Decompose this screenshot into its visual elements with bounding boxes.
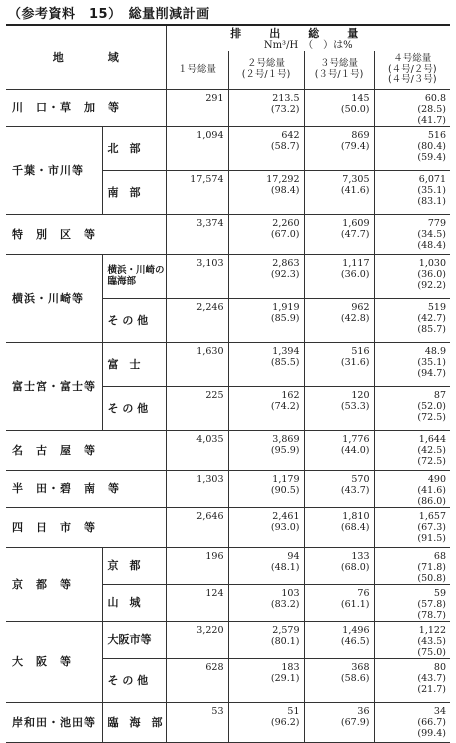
table-row [6, 254, 450, 298]
value-cell-v2 [228, 386, 304, 430]
value-line: (85.9) [270, 312, 300, 324]
table-row [6, 126, 450, 170]
value-line: (94.7) [417, 367, 446, 379]
value-line: (96.2) [270, 716, 300, 728]
value-cell-v4 [374, 170, 450, 214]
reduction-plan-table [6, 24, 450, 743]
sub-area-name: そ の 他 [102, 298, 166, 342]
value-line: 1,094 [196, 129, 224, 141]
value-line: (53.3) [340, 400, 370, 412]
value-line: (83.1) [417, 195, 446, 207]
value-cell-v3 [304, 658, 374, 702]
value-line: 124 [205, 587, 224, 599]
sub-area-name: そ の 他 [102, 386, 166, 430]
value-cell-v4 [374, 430, 450, 470]
value-line: 3,374 [196, 217, 224, 229]
value-line: (29.1) [270, 672, 300, 684]
value-line: 145 [351, 92, 370, 104]
value-line: (92.2) [417, 279, 446, 291]
value-cell-v4 [374, 298, 450, 342]
value-cell-v1 [166, 254, 228, 298]
value-line: 6,071 [418, 173, 446, 185]
value-line: 1,657 [418, 510, 446, 522]
value-line: 1,776 [342, 433, 370, 445]
value-line: (42.7) [417, 312, 446, 324]
sub-area-name: 南 部 [102, 170, 166, 214]
value-line: 2,461 [272, 510, 300, 522]
value-line: (72.5) [417, 455, 446, 467]
value-line: 516 [427, 129, 446, 141]
value-cell-v2 [228, 170, 304, 214]
sub-area-name: 京 都 [102, 547, 166, 584]
value-line: 1,919 [272, 301, 300, 313]
value-cell-v2 [228, 547, 304, 584]
column-header-line: (４号/３号) [387, 74, 437, 85]
value-line: (48.1) [270, 561, 300, 573]
value-line: 76 [357, 587, 370, 599]
value-cell-v3 [304, 386, 374, 430]
value-line: 1,644 [418, 433, 446, 445]
value-line: (43.7) [417, 672, 446, 684]
value-line: 51 [287, 705, 300, 717]
value-line: (92.3) [270, 268, 300, 280]
column-header-4 [374, 51, 450, 89]
value-line: (52.0) [417, 400, 446, 412]
value-line: (47.7) [340, 228, 370, 240]
value-cell-v3 [304, 584, 374, 621]
value-cell-v1 [166, 89, 228, 126]
value-cell-v4 [374, 547, 450, 584]
value-line: 1,122 [418, 624, 446, 636]
area-name: 特 別 区 等 [6, 214, 166, 254]
value-cell-v3 [304, 702, 374, 742]
value-line: 516 [351, 345, 370, 357]
value-line: 36 [357, 705, 370, 717]
value-cell-v4 [374, 470, 450, 507]
value-cell-v2 [228, 658, 304, 702]
region-header: 地 域 [6, 25, 166, 89]
value-cell-v3 [304, 430, 374, 470]
value-line: (35.1) [417, 184, 446, 196]
value-line: 53 [211, 705, 224, 717]
value-line: 103 [281, 587, 300, 599]
value-line: (44.0) [340, 444, 370, 456]
column-header-2 [228, 51, 304, 89]
area-name: 四 日 市 等 [6, 507, 166, 547]
table-row [6, 702, 450, 742]
value-cell-v4 [374, 254, 450, 298]
area-name: 半 田・碧 南 等 [6, 470, 166, 507]
sub-area-name: 北 部 [102, 126, 166, 170]
value-cell-v3 [304, 342, 374, 386]
value-line: 490 [427, 473, 446, 485]
value-line: 48.9 [424, 345, 446, 357]
value-line: 94 [287, 550, 300, 562]
value-line: 869 [351, 129, 370, 141]
column-header-line: (４号/２号) [387, 63, 437, 75]
value-cell-v4 [374, 658, 450, 702]
value-line: (67.0) [270, 228, 300, 240]
value-cell-v2 [228, 342, 304, 386]
value-line: (66.7) [417, 716, 446, 728]
value-line: (93.0) [270, 521, 300, 533]
value-line: 570 [351, 473, 370, 485]
value-line: (98.4) [270, 184, 300, 196]
value-line: 1,496 [342, 624, 370, 636]
value-line: 34 [433, 705, 446, 717]
value-line: (68.0) [340, 561, 370, 573]
value-line: (67.3) [417, 521, 446, 533]
table-row [6, 342, 450, 386]
value-line: (41.6) [417, 484, 446, 496]
value-line: 519 [427, 301, 446, 313]
table-row [6, 470, 450, 507]
value-line: (73.2) [270, 103, 300, 115]
column-header-line: ４号総量 [393, 53, 432, 64]
value-line: 1,179 [272, 473, 300, 485]
value-cell-v1 [166, 298, 228, 342]
value-line: (80.1) [270, 635, 300, 647]
value-line: (46.5) [340, 635, 370, 647]
value-cell-v3 [304, 214, 374, 254]
sub-area-name: そ の 他 [102, 658, 166, 702]
value-line: 17,292 [266, 173, 300, 185]
value-line: 120 [351, 389, 370, 401]
area-name: 岸和田・池田等 [6, 702, 102, 742]
value-line: 133 [351, 550, 370, 562]
value-line: (35.1) [417, 356, 446, 368]
value-line: (67.9) [340, 716, 370, 728]
value-line: 1,810 [342, 510, 370, 522]
area-name: 千葉・市川等 [6, 126, 102, 214]
value-line: (83.2) [270, 598, 300, 610]
value-line: 7,305 [342, 173, 370, 185]
value-line: 2,260 [272, 217, 300, 229]
value-line: (85.7) [417, 323, 446, 335]
sub-area-name: 横浜・川崎の臨海部 [102, 254, 166, 298]
value-cell-v1 [166, 126, 228, 170]
value-line: 213.5 [272, 92, 300, 104]
value-cell-v2 [228, 702, 304, 742]
value-line: 2,646 [196, 510, 224, 522]
value-cell-v4 [374, 126, 450, 170]
value-cell-v2 [228, 89, 304, 126]
value-cell-v2 [228, 507, 304, 547]
value-line: 1,630 [196, 345, 224, 357]
value-line: 162 [281, 389, 300, 401]
table-row [6, 621, 450, 658]
value-cell-v1 [166, 702, 228, 742]
value-line: 368 [351, 661, 370, 673]
value-cell-v1 [166, 170, 228, 214]
value-line: (80.4) [417, 140, 446, 152]
value-line: (50.0) [340, 103, 370, 115]
table-row [6, 547, 450, 584]
value-line: (75.0) [417, 646, 446, 658]
value-line: (21.7) [417, 683, 446, 695]
value-cell-v4 [374, 621, 450, 658]
value-line: 196 [205, 550, 224, 562]
value-cell-v1 [166, 658, 228, 702]
table-row [6, 507, 450, 547]
value-cell-v2 [228, 430, 304, 470]
value-line: (43.7) [340, 484, 370, 496]
value-cell-v2 [228, 126, 304, 170]
value-line: 183 [281, 661, 300, 673]
value-line: 962 [351, 301, 370, 313]
value-line: (36.0) [417, 268, 446, 280]
value-cell-v3 [304, 126, 374, 170]
value-line: 1,609 [342, 217, 370, 229]
value-line: (86.0) [417, 495, 446, 507]
value-cell-v1 [166, 547, 228, 584]
value-line: 17,574 [190, 173, 224, 185]
value-cell-v3 [304, 298, 374, 342]
area-name: 京 都 等 [6, 547, 102, 621]
value-line: 3,103 [196, 257, 224, 269]
value-cell-v3 [304, 89, 374, 126]
value-line: (91.5) [417, 532, 446, 544]
table-row [6, 214, 450, 254]
value-line: 1,030 [418, 257, 446, 269]
value-line: (31.6) [340, 356, 370, 368]
sub-area-name: 富 士 [102, 342, 166, 386]
value-cell-v1 [166, 214, 228, 254]
value-line: 225 [205, 389, 224, 401]
area-name: 富士宮・富士等 [6, 342, 102, 430]
value-cell-v3 [304, 547, 374, 584]
value-cell-v2 [228, 584, 304, 621]
value-cell-v3 [304, 507, 374, 547]
value-cell-v1 [166, 342, 228, 386]
value-line: (58.6) [340, 672, 370, 684]
value-line: (41.7) [417, 114, 446, 126]
value-line: (95.9) [270, 444, 300, 456]
emission-total-header: 排出総量 [166, 25, 450, 39]
value-cell-v2 [228, 621, 304, 658]
value-cell-v4 [374, 507, 450, 547]
value-line: (58.7) [270, 140, 300, 152]
value-line: 3,220 [196, 624, 224, 636]
value-line: (50.8) [417, 572, 446, 584]
value-line: (43.5) [417, 635, 446, 647]
value-cell-v1 [166, 470, 228, 507]
value-line: (85.5) [270, 356, 300, 368]
area-name: 横浜・川崎等 [6, 254, 102, 342]
sub-area-name: 山 城 [102, 584, 166, 621]
value-line: (28.5) [417, 103, 446, 115]
value-line: 642 [281, 129, 300, 141]
value-cell-v1 [166, 430, 228, 470]
value-line: 2,579 [272, 624, 300, 636]
value-line: 2,863 [272, 257, 300, 269]
column-header-line: ３号総量 [319, 58, 358, 70]
value-line: (99.4) [417, 727, 446, 739]
table-row [6, 430, 450, 470]
column-header-1 [166, 51, 228, 89]
column-header-line: １号総量 [177, 63, 216, 75]
area-name: 川 口・草 加 等 [6, 89, 166, 126]
value-cell-v3 [304, 470, 374, 507]
value-line: 291 [205, 92, 224, 104]
column-header-line: (３号/１号) [314, 68, 364, 80]
column-header-line: (２号/１号) [241, 68, 291, 80]
value-line: (42.5) [417, 444, 446, 456]
value-cell-v3 [304, 621, 374, 658]
unit-note: Nm³/H （ ）は% [166, 39, 450, 51]
value-cell-v1 [166, 507, 228, 547]
value-cell-v1 [166, 621, 228, 658]
table-row [6, 89, 450, 126]
value-cell-v4 [374, 584, 450, 621]
value-line: 59 [433, 587, 446, 599]
value-cell-v4 [374, 214, 450, 254]
value-cell-v4 [374, 386, 450, 430]
value-line: (59.4) [417, 151, 446, 163]
value-line: 80 [433, 661, 446, 673]
value-cell-v2 [228, 470, 304, 507]
column-header-line: ２号総量 [246, 58, 285, 70]
area-name: 大 阪 等 [6, 621, 102, 702]
value-line: (78.7) [417, 609, 446, 621]
value-line: 2,246 [196, 301, 224, 313]
value-cell-v1 [166, 584, 228, 621]
value-line: (48.4) [417, 239, 446, 251]
value-line: 60.8 [424, 92, 446, 104]
value-line: 68 [433, 550, 446, 562]
value-cell-v4 [374, 702, 450, 742]
value-line: 87 [433, 389, 446, 401]
sub-area-name: 大阪市等 [102, 621, 166, 658]
value-line: 1,117 [342, 257, 370, 269]
value-line: (61.1) [340, 598, 370, 610]
sub-area-name: 臨 海 部 [102, 702, 166, 742]
value-cell-v2 [228, 298, 304, 342]
value-line: (71.8) [417, 561, 446, 573]
value-cell-v3 [304, 254, 374, 298]
value-line: (79.4) [340, 140, 370, 152]
value-line: (34.5) [417, 228, 446, 240]
area-name: 名 古 屋 等 [6, 430, 166, 470]
value-line: 4,035 [196, 433, 224, 445]
value-line: (36.0) [340, 268, 370, 280]
value-line: (41.6) [340, 184, 370, 196]
value-line: 1,394 [272, 345, 300, 357]
value-line: (68.4) [340, 521, 370, 533]
value-line: (74.2) [270, 400, 300, 412]
value-cell-v2 [228, 254, 304, 298]
value-line: 779 [427, 217, 446, 229]
value-line: 3,869 [272, 433, 300, 445]
column-header-3 [304, 51, 374, 89]
value-cell-v3 [304, 170, 374, 214]
value-line: 628 [205, 661, 224, 673]
value-line: 1,303 [196, 473, 224, 485]
value-cell-v1 [166, 386, 228, 430]
value-line: (72.5) [417, 411, 446, 423]
value-cell-v2 [228, 214, 304, 254]
value-cell-v4 [374, 342, 450, 386]
value-cell-v4 [374, 89, 450, 126]
page-title: （参考資料 15） 総量削減計画 [8, 7, 210, 22]
value-line: (42.8) [340, 312, 370, 324]
value-line: (90.5) [270, 484, 300, 496]
value-line: (57.8) [417, 598, 446, 610]
